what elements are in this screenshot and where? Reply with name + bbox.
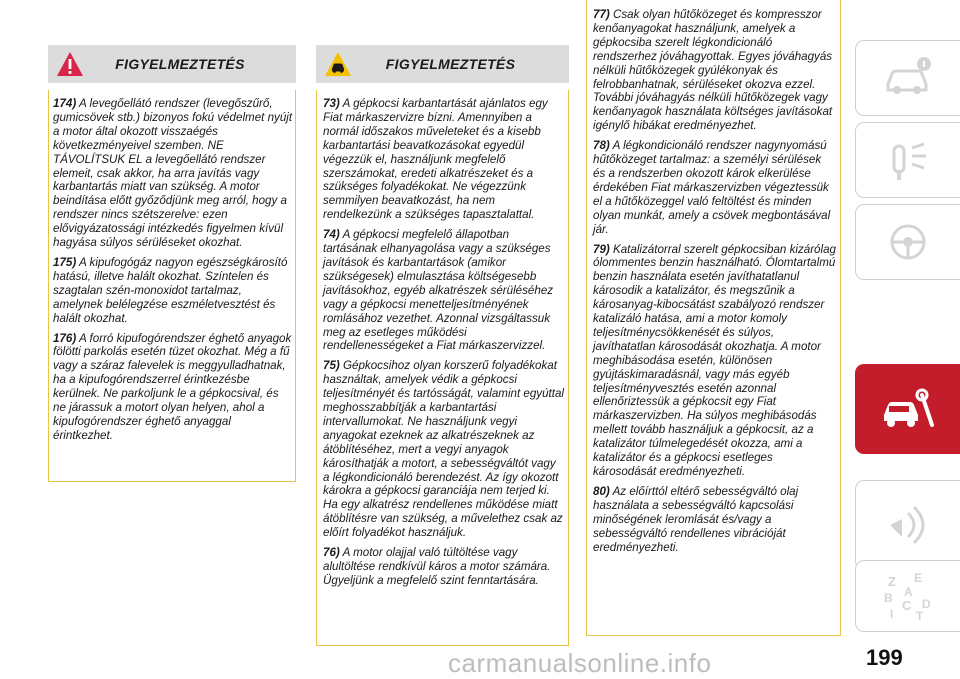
page-number: 199 — [866, 645, 903, 670]
airbag-seat-icon — [880, 214, 936, 270]
warning-box-continued — [586, 0, 841, 636]
note-76: 76) A motor olajjal való túltöltése vagy alultöltése rendkívül káros a motor számára. Ügyeljünk a megfelelő szint fenntartására. — [323, 546, 551, 587]
note-79: 79) Katalizátorral szerelt gépkocsiban kizárólag ólommentes benzin használható. Ólomtartalmú benzin használata esetén javíthatatlanul károsodik a katalizátor, és megszűnik a károsanyag-kibocsátást szabályozó rendszer katalizáló hatása, ami a motor komoly teljesítménycsökkenését és súlyos, javíthatatlan károsodását okozhatja. A motor meghibásodása esetén, különösen gyújtáskimaradásnál, vagy más egyéb teljesítményvesztés esetén azonnal ellenőriztessük a gépkocsit egy Fiat márkaszervizben. Ha súlyos meghibásodás mellett tovább használjuk a gépkocsit, az a katalizátor túlmelegedését okozza, ami a katalizátor és a gépkocsi esetleges károsodását eredményezheti. — [593, 242, 836, 478]
tab-safety[interactable] — [855, 122, 960, 198]
car-info-icon — [880, 50, 936, 106]
index-letters-icon — [880, 568, 936, 624]
note-75: 75) Gépkocsihoz olyan korszerű folyadékokat használtak, amelyek védik a gépkocsi teljesítményét és tartósságát, valamint egyúttal meghosszabbítják a karbantartási intervallumokat. Ne használjunk vegyi anyagokat ezeknek az alkatrészeknek az átöblítéséhez, mert a vegyi anyagok károsíthatják a motort, a sebességváltót vagy a légkondicionáló berendezést. Az így okozott károkra a gépkocsi garanciája nem terjed ki. Ha egy alkatrész rendellenes működése miatt átöblítésre van szükség, a művelethez csak az előírt folyadékot használjuk. — [323, 359, 565, 540]
svg-text:C: C — [902, 598, 912, 613]
note-77: 77) Csak olyan hűtőközeget és kompresszor kenőanyagokat használjunk, amelyek a gépkocsiba szerelt légkondicionáló rendszerhez jóváhagyottak. Egyes jóváhagyás nélküli hűtőközegek gyúlékonyak és felrobbanhatnak, sérüléseket okozva ezzel. További jóváhagyás nélküli hűtőközegek vagy kenőanyagok használata költséges javításokat igénylő hibákat eredményezhet. — [593, 8, 833, 133]
tab-multimedia[interactable] — [855, 480, 960, 570]
warning-triangle-icon — [56, 50, 84, 78]
note-174: 174) A levegőellátó rendszer (levegőszűrő, gumicsövek stb.) bizonyos fokú védelmet nyújt a motor által okozott visszaégés következményeivel szemben. NE TÁVOLÍTSUK EL a levegőellátó rendszer elemeit, csak akkor, ha arra javítás vagy karbantartás miatt van szükség. A motor beindítása előtt győződjünk meg arról, hogy a rendszer nincs szétszerelve: ezen elővigyázatossági intézkedés figyelmen kívül hagyása súlyos sérüléseket okozhat. — [53, 97, 293, 250]
tab-maintenance[interactable] — [855, 364, 960, 454]
warning-header — [316, 45, 569, 83]
warning-title: FIGYELMEZTETÉS — [115, 56, 245, 72]
warning-header — [48, 45, 296, 83]
warning-title: FIGYELMEZTETÉS — [385, 56, 516, 72]
tab-starting[interactable] — [855, 204, 960, 280]
svg-text:A: A — [904, 585, 913, 599]
car-wrench-icon — [880, 381, 936, 437]
warning-box — [316, 90, 569, 646]
svg-text:D: D — [922, 597, 931, 611]
svg-text:Z: Z — [888, 574, 896, 589]
svg-text:E: E — [914, 571, 923, 585]
note-74: 74) A gépkocsi megfelelő állapotban tartásának elhanyagolása vagy a szükséges javítások és karbantartások (amikor szükségesek) elmulasztása költségesebb javításokhoz, egyéb alkatrészek sérüléséhez vagy a gépkocsi menetteljesítményének romlásához vezethet. Azonnal vizsgáltassuk meg az esetleges működési rendellenességeket a Fiat márkaszervizzel. — [323, 228, 554, 353]
note-78: 78) A légkondicionáló rendszer nagynyomású hűtőközeget tartalmaz: a személyi sérülések és a rendszerben okozott károk elkerülése érdekében Fiat márkaszervizben végeztessük el a hűtőközeggel való feltöltést és minden olyan munkát, amely a csövek megbontásával jár. — [593, 139, 831, 236]
car-warning-icon — [324, 50, 352, 78]
warning-box — [48, 90, 296, 482]
watermark: carmanualsonline.info — [448, 648, 712, 678]
svg-text:T: T — [916, 609, 924, 623]
key-lights-icon — [880, 132, 936, 188]
note-73: 73) A gépkocsi karbantartását ajánlatos egy Fiat márkaszervizre bízni. Amennyiben a normál időszakos műveleteket és a kisebb karbantartási beavatkozásokat egyedül végezzük el, használjunk megfelelő szerszámokat, eredeti alkatrészeket és a szükséges folyadékokat. Ne végezzünk semmilyen beavatkozást, ha nem rendelkezünk a szükséges tapasztalattal. — [323, 97, 548, 222]
media-sound-icon — [880, 497, 936, 553]
svg-text:B: B — [884, 591, 893, 605]
svg-text:I: I — [890, 607, 894, 621]
note-176: 176) A forró kipufogórendszer éghető anyagok fölötti parkolás esetén tüzet okozhat. Még a fű vagy a száraz falevelek is meggyulladhatnak, ha a kipufogórendszerrel érintkezésbe kerülnek. Ne parkoljunk le a gépkocsival, és ne járassuk a motort olyan helyen, ahol a kipufogórendszer éghető anyaggal érintkezhet. — [53, 331, 292, 442]
tab-index[interactable] — [855, 560, 960, 632]
note-175: 175) A kipufogógáz nagyon egészségkárosító hatású, illetve halált okozhat. Színtelen és szagtalan szén-monoxidot tartalmaz, amelynek belélegzése eszméletvesztést és halált okozhat. — [53, 255, 288, 325]
note-80: 80) Az előírttól eltérő sebességváltó olaj használata a sebességváltó kapcsolási minőségének leromlását és/vagy a sebességváltó rendellenes vibrációját eredményezheti. — [593, 484, 799, 554]
tab-dashboard[interactable] — [855, 40, 960, 116]
